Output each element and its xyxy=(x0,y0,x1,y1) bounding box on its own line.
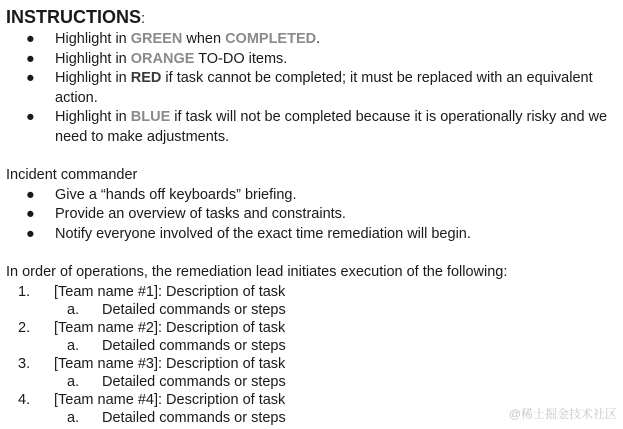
operation-step xyxy=(6,355,617,373)
substep-text: Detailed commands or steps xyxy=(102,373,286,390)
text-segment: Highlight in xyxy=(55,109,131,125)
step-text: [Team name #1]: Description of task xyxy=(54,283,286,300)
instruction-text xyxy=(55,31,320,47)
heading-colon: : xyxy=(141,11,146,27)
operation-step xyxy=(6,283,617,301)
bullet-icon: ● xyxy=(26,31,35,47)
spacer xyxy=(6,147,617,166)
substep-text: Detailed commands or steps xyxy=(102,409,286,426)
spacer xyxy=(6,244,617,263)
substep-letter: a. xyxy=(67,373,80,390)
instruction-item xyxy=(6,108,617,147)
incident-item xyxy=(6,225,617,245)
instruction-item xyxy=(6,69,617,108)
operation-substep xyxy=(6,373,617,391)
bullet-icon: ● xyxy=(26,109,35,125)
step-number: 3. xyxy=(18,355,31,372)
substep-text: Detailed commands or steps xyxy=(102,337,286,354)
text-segment: Highlight in xyxy=(55,31,131,47)
text-segment: . xyxy=(316,31,321,47)
operation-substep xyxy=(6,301,617,319)
operation-step xyxy=(6,319,617,337)
incident-commander-list xyxy=(6,186,617,245)
heading-title: INSTRUCTIONS xyxy=(6,7,141,27)
color-keyword: ORANGE xyxy=(130,50,195,67)
bullet-icon: ● xyxy=(26,70,35,86)
step-text: [Team name #4]: Description of task xyxy=(54,391,286,408)
incident-item xyxy=(6,205,617,225)
color-keyword: GREEN xyxy=(130,31,183,47)
incident-item-text: Give a “hands off keyboards” briefing. xyxy=(55,186,297,203)
substep-letter: a. xyxy=(67,301,80,318)
bullet-icon: ● xyxy=(26,206,35,222)
watermark: @稀土掘金技术社区 xyxy=(508,407,617,421)
incident-item-text: Provide an overview of tasks and constraints. xyxy=(55,206,346,222)
text-segment: Highlight in xyxy=(55,70,131,86)
text-segment: when xyxy=(182,31,226,47)
text-segment: TO-DO items. xyxy=(194,50,288,67)
instructions-heading xyxy=(6,6,617,28)
text-segment: if task will not be completed because it is operationally risky and we need to make adjustments. xyxy=(55,109,608,145)
incident-item-text: Notify everyone involved of the exact time remediation will begin. xyxy=(55,225,471,242)
bullet-icon: ● xyxy=(26,186,35,203)
text-segment: if task cannot be completed; it must be replaced with an equivalent action. xyxy=(55,70,593,106)
step-text: [Team name #2]: Description of task xyxy=(54,319,286,336)
instruction-text xyxy=(55,51,287,67)
step-text: [Team name #3]: Description of task xyxy=(54,355,286,372)
instruction-item xyxy=(6,50,617,70)
bullet-icon: ● xyxy=(26,225,35,242)
bullet-icon: ● xyxy=(26,50,35,67)
step-number: 4. xyxy=(18,391,31,408)
instruction-text xyxy=(55,70,593,106)
step-number: 2. xyxy=(18,319,31,336)
operation-substep xyxy=(6,337,617,355)
incident-item xyxy=(6,186,617,206)
color-keyword: RED xyxy=(130,70,162,86)
operations-intro: In order of operations, the remediation lead initiates execution of the following: xyxy=(6,264,508,280)
text-segment: Highlight in xyxy=(55,50,131,67)
instruction-text xyxy=(55,109,607,145)
instruction-item xyxy=(6,30,617,50)
substep-text: Detailed commands or steps xyxy=(102,301,286,318)
instructions-list xyxy=(6,30,617,147)
document-body xyxy=(6,6,617,427)
color-keyword: BLUE xyxy=(130,109,171,125)
substep-letter: a. xyxy=(67,337,80,354)
substep-letter: a. xyxy=(67,409,80,426)
incident-commander-heading: Incident commander xyxy=(6,167,138,183)
status-keyword: COMPLETED xyxy=(225,31,317,47)
step-number: 1. xyxy=(18,283,31,300)
